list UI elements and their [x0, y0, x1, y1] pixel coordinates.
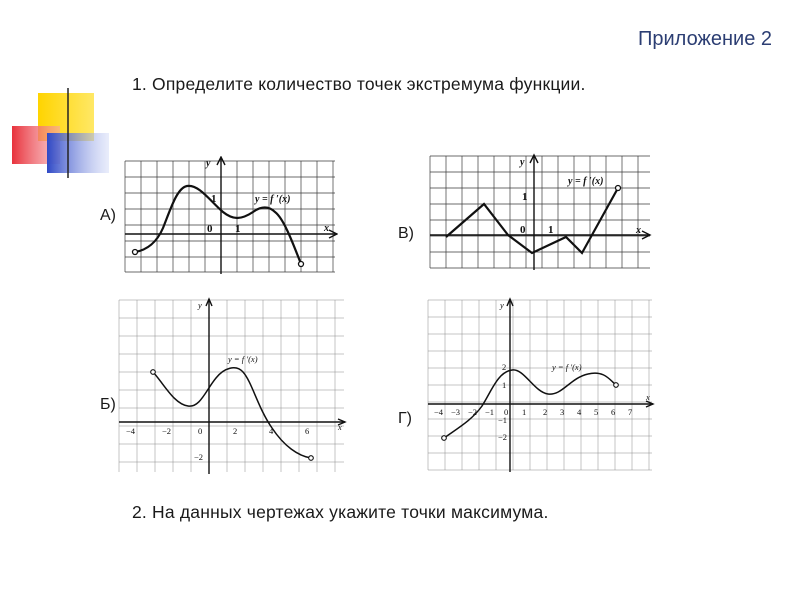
graph-b-tick-x: 2 — [233, 426, 238, 436]
graph-v-x-label: x — [636, 225, 641, 236]
graph-g-tick-y: −2 — [498, 432, 508, 442]
graph-g-tick-x: −1 — [485, 407, 495, 417]
graph-a-label: А) — [100, 207, 116, 224]
graph-g-x-label: x — [646, 392, 650, 402]
graph-b-tick-x: 4 — [269, 426, 274, 436]
graph-v — [428, 153, 653, 271]
graph-g-tick-x: 4 — [577, 407, 582, 417]
graph-g-tick-x: 2 — [543, 407, 548, 417]
graph-g-func-label: y = f ′(x) — [552, 362, 582, 372]
graph-g-tick-x: 3 — [560, 407, 565, 417]
graph-g-tick-x: 7 — [628, 407, 633, 417]
graph-g-tick-y: 2 — [502, 362, 507, 372]
graph-b-label: Б) — [100, 396, 116, 413]
graph-b-y-label: y — [198, 300, 202, 310]
graph-g-tick-x: 5 — [594, 407, 599, 417]
graph-b-tick-x: −2 — [162, 426, 172, 436]
graph-b-tick-x: −4 — [126, 426, 136, 436]
graph-g — [424, 296, 656, 474]
graph-v-curve — [446, 188, 618, 253]
graph-a-one-y: 1 — [211, 193, 217, 205]
graph-a-func-label: y = f ′(x) — [255, 194, 291, 205]
graph-v-func-label: y = f ′(x) — [568, 176, 604, 187]
graph-g-y-label: y — [500, 300, 504, 310]
task-2-text: 2. На данных чертежах укажите точки максимума. — [132, 502, 549, 522]
graph-b-func-label: y = f ′(x) — [228, 354, 258, 364]
graph-g-tick-x: −3 — [451, 407, 461, 417]
graph-b-tick-x: 0 — [198, 426, 203, 436]
graph-b-tick-y: −2 — [194, 452, 204, 462]
graph-v-one-y: 1 — [522, 191, 528, 203]
graph-b-tick-x: 6 — [305, 426, 310, 436]
graph-g-tick-x: −4 — [434, 407, 444, 417]
graph-v-label: В) — [398, 225, 414, 242]
graph-v-y-label: y — [520, 157, 525, 168]
graph-g-tick-x: 1 — [522, 407, 527, 417]
graph-a-origin: 0 — [207, 223, 213, 235]
graph-b — [116, 296, 348, 476]
graph-a-x-label: x — [324, 223, 329, 234]
graph-a — [123, 156, 338, 276]
graph-a-y-label: y — [206, 158, 211, 169]
graph-g-tick-y: −1 — [498, 415, 508, 425]
graph-g-tick-x: 0 — [504, 407, 509, 417]
graph-g-tick-x: 6 — [611, 407, 616, 417]
appendix-title: Приложение 2 — [638, 28, 772, 50]
graph-v-origin: 0 — [520, 224, 526, 236]
graph-a-one-x: 1 — [235, 223, 241, 235]
graph-g-tick-y: 1 — [502, 380, 507, 390]
graph-g-label: Г) — [398, 410, 412, 427]
graph-g-tick-x: −2 — [468, 407, 478, 417]
graph-b-curve — [153, 368, 311, 458]
blue-square — [47, 133, 109, 173]
graph-v-one-x: 1 — [548, 224, 554, 236]
graph-b-x-label: x — [338, 422, 342, 432]
task-1-text: 1. Определите количество точек экстремума функции. — [132, 74, 586, 94]
